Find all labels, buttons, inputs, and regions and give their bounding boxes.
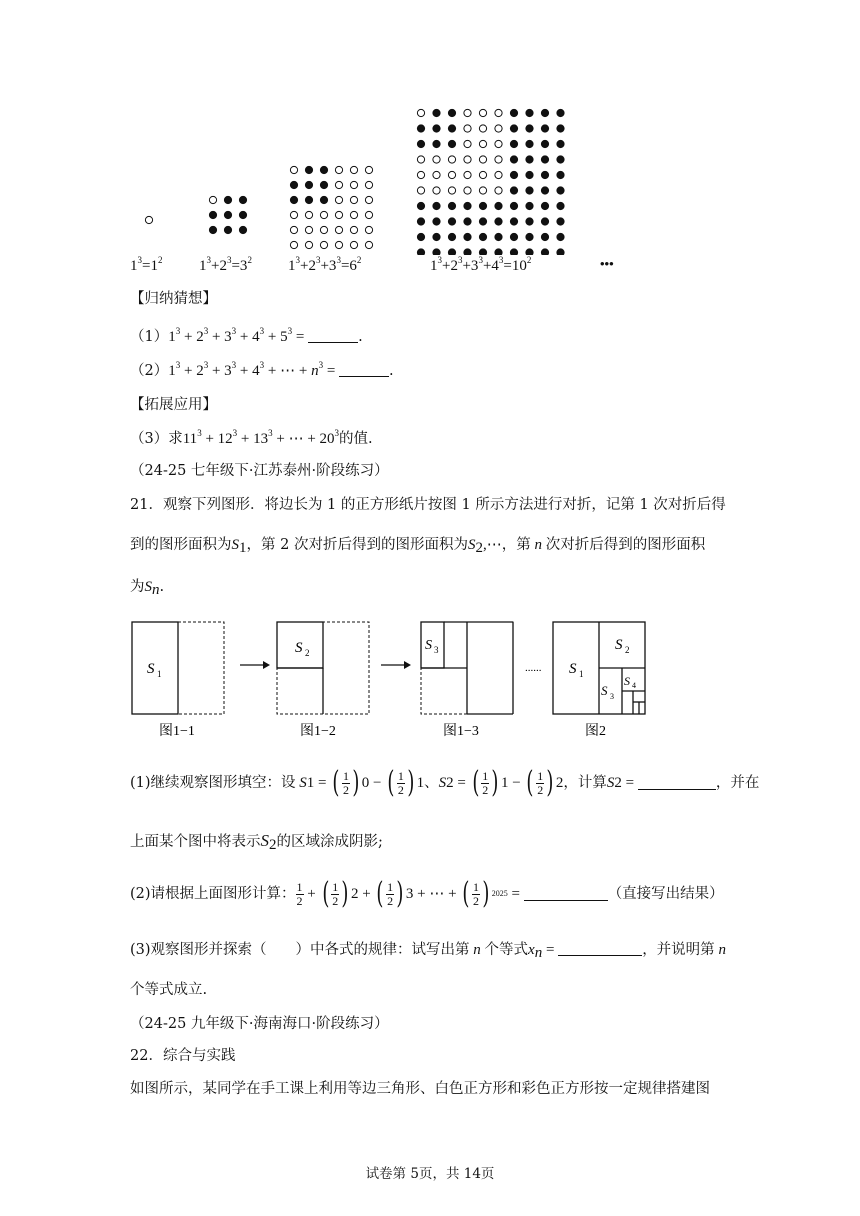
fig-label-1-2: 图1−2	[300, 724, 336, 739]
dot-fig3-dot	[335, 181, 342, 188]
sub3-answer-blank[interactable]	[558, 943, 642, 956]
dot-fig4-dot	[417, 109, 424, 116]
dot-fig4-dot	[557, 140, 564, 147]
dot-fig4-dot	[464, 171, 471, 178]
dot-fig4-dot	[479, 125, 486, 132]
fig-label-1-3: 图1−3	[443, 724, 479, 739]
dot-fig4-dot	[448, 233, 455, 240]
dot-caption-3: $1^3+2^3+3^3=6^2$	[288, 255, 362, 274]
dot-fig4-dot	[557, 171, 564, 178]
fig1-1-s1-label: S	[147, 661, 155, 677]
folding-figures	[125, 615, 665, 745]
fig1-3-s3-label: S	[425, 638, 432, 653]
svg-text:2: 2	[625, 645, 630, 655]
dot-fig3-dot	[350, 211, 357, 218]
dot-fig3-dot	[290, 241, 297, 248]
dot-caption-1: $1^3=1^2$	[130, 255, 163, 274]
dot-fig3-dot	[335, 211, 342, 218]
dot-fig4-dot	[557, 218, 564, 225]
dot-fig4-dot	[495, 218, 502, 225]
p21-sub1-line2: 上面某个图中将表示$S_2$的区域涂成阴影;	[130, 831, 383, 853]
dot-fig4-dot	[464, 109, 471, 116]
dot-fig3-dot	[335, 166, 342, 173]
dot-fig3-dot	[305, 181, 312, 188]
dot-fig4-dot	[495, 140, 502, 147]
dot-fig2-dot	[239, 196, 246, 203]
ellipsis-dots: ......	[525, 662, 542, 674]
dot-fig3-dot	[320, 166, 327, 173]
dot-fig3-dot	[350, 241, 357, 248]
dot-fig3-dot	[305, 241, 312, 248]
dot-fig4-dot	[495, 202, 502, 209]
svg-text:S: S	[615, 637, 623, 653]
dot-fig2-dot	[209, 226, 216, 233]
dot-fig4-dot	[433, 109, 440, 116]
svg-text:2: 2	[305, 648, 310, 658]
dot-fig4-dot	[510, 125, 517, 132]
dot-fig2-dot	[209, 211, 216, 218]
dot-fig4-dot	[417, 218, 424, 225]
dot-fig3-dot	[290, 226, 297, 233]
q1-prefix: （1）	[130, 329, 169, 345]
q2-answer-blank[interactable]	[339, 364, 389, 377]
dot-fig3-dot	[365, 226, 372, 233]
dot-fig4-dot	[417, 249, 424, 255]
dot-fig4-dot	[541, 156, 548, 163]
dot-fig4-dot	[464, 218, 471, 225]
dot-fig2-dot	[224, 226, 231, 233]
dot-fig3-dot	[350, 196, 357, 203]
p21-sub2: (2)请根据上面图形计算： $\frac{1}{2}$ + ( $\frac{1}{2}$ ) 2 + ( $\frac{1}{2}$ ) 3 + ⋯ + ( $\frac{1}{2}$ ) 2025 = （直接写出结果）	[130, 876, 724, 911]
dot-fig3-dot	[290, 166, 297, 173]
dot-fig3-dot	[320, 196, 327, 203]
dot-fig4-dot	[417, 125, 424, 132]
dot-fig3-dot	[365, 181, 372, 188]
dot-fig3-dot	[320, 211, 327, 218]
dot-fig4-dot	[464, 125, 471, 132]
source-20: （24-25 七年级下·江苏泰州·阶段练习）	[130, 463, 389, 479]
dot-fig4-dot	[448, 171, 455, 178]
dot-fig4-dot	[526, 156, 533, 163]
dot-fig4-dot	[557, 233, 564, 240]
dot-fig4-dot	[510, 156, 517, 163]
dot-fig4-dot	[479, 218, 486, 225]
dot-caption-ellipsis: •••	[600, 256, 614, 271]
dot-fig4-dot	[417, 171, 424, 178]
dot-fig4-dot	[464, 249, 471, 255]
dot-fig4-dot	[510, 109, 517, 116]
svg-text:1: 1	[157, 669, 162, 679]
dot-fig4-dot	[526, 125, 533, 132]
dot-fig4-dot	[464, 233, 471, 240]
dot-fig4-dot	[526, 171, 533, 178]
dot-fig4-dot	[464, 156, 471, 163]
dot-fig4-dot	[557, 156, 564, 163]
dot-fig4-dot	[510, 233, 517, 240]
section-induction-heading: 【归纳猜想】	[130, 291, 217, 307]
dot-fig4-dot	[479, 156, 486, 163]
dot-fig3-dot	[350, 166, 357, 173]
dot-fig4-dot	[495, 156, 502, 163]
dot-fig3-dot	[365, 241, 372, 248]
dot-fig3-dot	[335, 241, 342, 248]
dot-fig4-dot	[541, 218, 548, 225]
dot-fig3-dot	[335, 196, 342, 203]
dot-fig4-dot	[541, 202, 548, 209]
dot-fig4-dot	[433, 218, 440, 225]
dot-fig4-dot	[541, 233, 548, 240]
dot-fig4-dot	[526, 218, 533, 225]
dot-fig2-dot	[239, 226, 246, 233]
dot-fig4-dot	[495, 233, 502, 240]
fig1-1-dashed-half	[178, 622, 224, 714]
dot-fig2-dot	[224, 211, 231, 218]
dot-fig4-dot	[448, 125, 455, 132]
dot-fig3-dot	[305, 196, 312, 203]
sub1-answer-blank[interactable]	[638, 777, 716, 790]
dot-fig4-dot	[479, 202, 486, 209]
dot-fig4-dot	[479, 140, 486, 147]
q1-answer-blank[interactable]	[308, 330, 358, 343]
dot-fig4-dot	[557, 202, 564, 209]
dot-fig4-dot	[417, 187, 424, 194]
dot-fig4-dot	[510, 249, 517, 255]
dot-fig4-dot	[541, 171, 548, 178]
dot-fig4-dot	[479, 171, 486, 178]
question-1: $(1)1^3 + 2^3 + 3^3 + 4^3 + 5^3$ = .	[130, 326, 363, 345]
dot-fig4-dot	[433, 171, 440, 178]
dot-fig4-dot	[541, 140, 548, 147]
dot-fig4-dot	[464, 202, 471, 209]
dot-fig3-dot	[365, 211, 372, 218]
dot-fig4-dot	[448, 156, 455, 163]
dot-fig4-dot	[448, 140, 455, 147]
dot-fig4-dot	[526, 140, 533, 147]
p21-line2: 到的图形面积为$S_1$，第 2 次对折后得到的图形面积为$S_2,\cdots$，第 n 次对折后得到的图形面积	[130, 537, 706, 556]
section-extension-heading: 【拓展应用】	[130, 397, 217, 413]
dot-fig4-dot	[510, 218, 517, 225]
dot-fig2-dot	[239, 211, 246, 218]
dot-fig3-dot	[335, 226, 342, 233]
svg-text:3: 3	[434, 645, 439, 655]
dot-fig4-dot	[541, 249, 548, 255]
dot-fig4-dot	[479, 109, 486, 116]
dot-caption-4: $1^3+2^3+3^3+4^3=10^2$	[430, 255, 532, 274]
arrow-1	[263, 661, 270, 669]
dot-fig1-dot	[145, 216, 152, 223]
p21-sub1-line1: (1)继续观察图形填空：设 S 1 = ( $\frac{1}{2}$ ) 0 − ( $\frac{1}{2}$ ) 1 、 S 2 = ( $\frac{1}{2}$ ) 1 − ( $\frac{1}{2}$ ) 2 ，计算 S 2 = ，并在	[130, 765, 760, 800]
dot-fig4-dot	[557, 187, 564, 194]
dot-fig4-dot	[448, 249, 455, 255]
dot-fig4-dot	[433, 140, 440, 147]
dot-fig4-dot	[526, 202, 533, 209]
page-footer: 试卷第 5页，共 14页	[365, 1166, 495, 1182]
dot-fig4-dot	[541, 187, 548, 194]
dot-fig4-dot	[433, 202, 440, 209]
arrow-2	[404, 661, 411, 669]
p21-sub3-line1: (3)观察图形并探索（ ）中各式的规律：试写出第 n 个等式$x_n$ = ，并说明第 n	[130, 942, 726, 961]
dot-fig4-dot	[557, 109, 564, 116]
question-3: （3）求$11^3 + 12^3 + 13^3$ + ⋯ + $20^3$的值.	[130, 428, 373, 447]
dot-fig3-dot	[290, 211, 297, 218]
dot-fig4-dot	[464, 187, 471, 194]
dot-fig4-dot	[495, 171, 502, 178]
sub2-answer-blank[interactable]	[524, 888, 608, 901]
dot-fig4-dot	[433, 125, 440, 132]
dot-fig4-dot	[448, 187, 455, 194]
dot-fig4-dot	[526, 233, 533, 240]
dot-fig4-dot	[417, 140, 424, 147]
dot-fig3-dot	[365, 166, 372, 173]
dot-fig4-dot	[526, 187, 533, 194]
dot-fig4-dot	[495, 125, 502, 132]
dot-fig4-dot	[557, 125, 564, 132]
dot-fig4-dot	[510, 171, 517, 178]
dot-fig3-dot	[320, 241, 327, 248]
dot-fig4-dot	[510, 140, 517, 147]
q3-prefix: （3）求	[130, 431, 183, 447]
dot-fig4-dot	[417, 233, 424, 240]
fig1-1-solid-half	[132, 622, 178, 714]
source-22: （24-25 九年级下·海南海口·阶段练习）	[130, 1016, 389, 1032]
dot-fig4-dot	[448, 202, 455, 209]
dot-fig3-dot	[305, 166, 312, 173]
dot-fig3-dot	[290, 196, 297, 203]
question-2: $(2)1^3 + 2^3 + 3^3 + 4^3$ + ⋯ + $n^3$ = .	[130, 360, 394, 379]
dot-fig3-dot	[305, 226, 312, 233]
dot-fig3-dot	[320, 181, 327, 188]
dot-fig4-dot	[541, 109, 548, 116]
fig1-2-s2-label: S	[295, 640, 303, 656]
dot-fig4-dot	[541, 125, 548, 132]
dot-fig3-dot	[290, 181, 297, 188]
dot-fig4-dot	[417, 202, 424, 209]
dot-fig4-dot	[526, 109, 533, 116]
dot-fig4-dot	[510, 187, 517, 194]
dot-fig4-dot	[433, 156, 440, 163]
fig-label-2: 图2	[585, 724, 606, 739]
dot-fig4-dot	[417, 156, 424, 163]
dot-fig3-dot	[305, 211, 312, 218]
dot-fig4-dot	[495, 187, 502, 194]
p22-title: 22．综合与实践	[130, 1048, 236, 1064]
dot-fig4-dot	[479, 233, 486, 240]
dot-fig3-dot	[350, 181, 357, 188]
svg-text:4: 4	[632, 681, 636, 690]
dot-pattern-figures	[0, 100, 860, 255]
p21-line1: 21．观察下列图形．将边长为 1 的正方形纸片按图 1 所示方法进行对折，记第 1 次对折后得	[130, 497, 726, 513]
dot-fig2-dot	[209, 196, 216, 203]
dot-fig4-dot	[495, 109, 502, 116]
dot-fig4-dot	[448, 218, 455, 225]
dot-fig3-dot	[365, 196, 372, 203]
dot-fig4-dot	[464, 140, 471, 147]
q2-prefix: （2）	[130, 363, 169, 379]
dot-caption-2: $1^3+2^3=3^2$	[199, 255, 252, 274]
dot-fig4-dot	[448, 109, 455, 116]
svg-text:S: S	[624, 674, 630, 688]
svg-text:3: 3	[610, 692, 614, 701]
svg-text:1: 1	[579, 669, 584, 679]
p21-sub3-line2: 个等式成立.	[130, 982, 208, 998]
svg-text:S: S	[569, 661, 577, 677]
svg-text:S: S	[601, 683, 608, 698]
dot-fig4-dot	[557, 249, 564, 255]
dot-fig2-dot	[224, 196, 231, 203]
dot-fig4-dot	[433, 187, 440, 194]
p21-line3: 为$S_n$.	[130, 579, 165, 598]
dot-fig4-dot	[433, 233, 440, 240]
dot-fig4-dot	[479, 187, 486, 194]
q3-suffix: 的值.	[339, 431, 373, 447]
dot-fig3-dot	[350, 226, 357, 233]
dot-fig4-dot	[510, 202, 517, 209]
fig-label-1-1: 图1−1	[159, 724, 195, 739]
p22-line1: 如图所示，某同学在手工课上利用等边三角形、白色正方形和彩色正方形按一定规律搭建图	[130, 1081, 710, 1097]
dot-fig3-dot	[320, 226, 327, 233]
